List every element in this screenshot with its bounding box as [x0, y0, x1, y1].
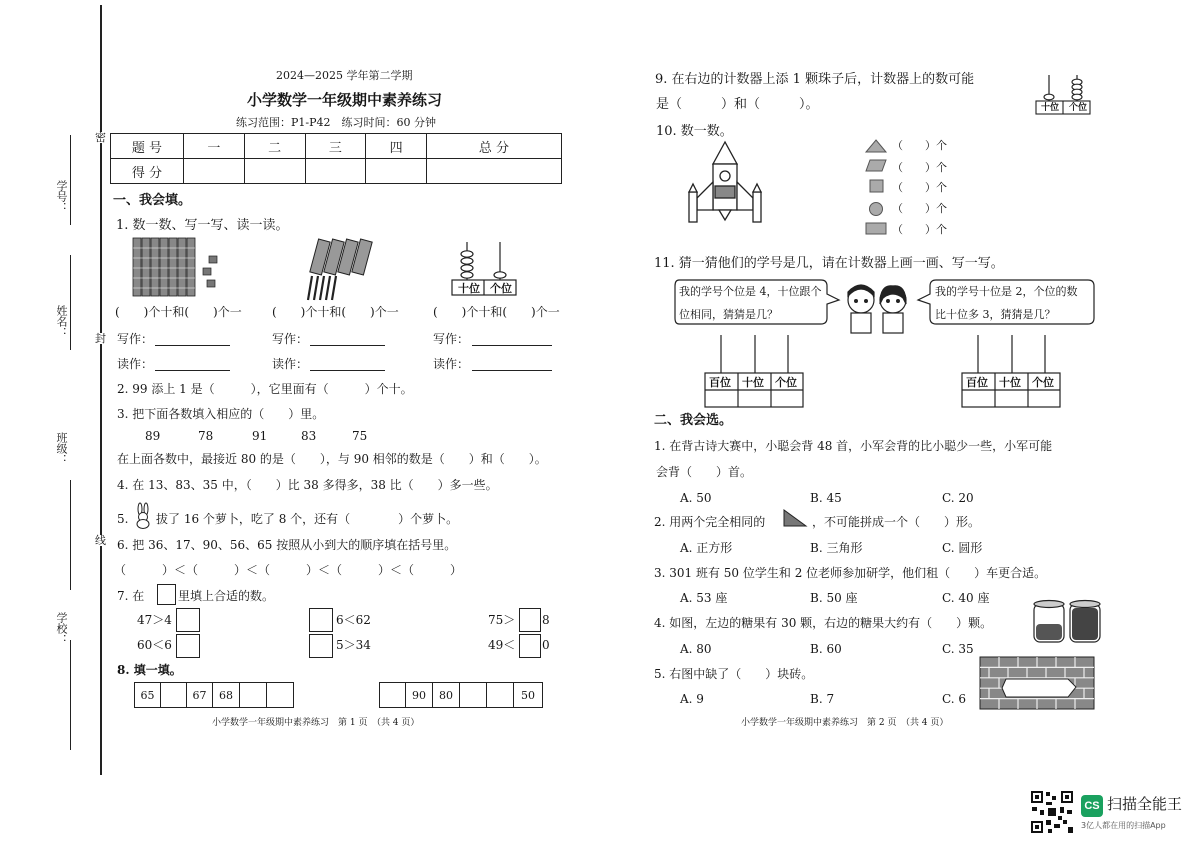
q7-answer-box[interactable]: [176, 608, 200, 632]
score-cell[interactable]: [184, 159, 245, 184]
class-label: 班级：: [55, 432, 68, 465]
read-line[interactable]: [472, 370, 552, 371]
s2-q2-post: ，不可能拼成一个（ ）形。: [812, 515, 981, 529]
q7-item: 60＜6: [137, 638, 172, 652]
q1-stem: 1. 数一数、写一写、读一读。: [116, 218, 289, 233]
q9-counter-label: 个位: [1069, 103, 1088, 113]
score-cell[interactable]: [244, 159, 305, 184]
q10-count-triangle[interactable]: （ ）个: [892, 139, 947, 152]
page2-footer: 小学数学一年级期中素养练习 第 2 页 （共 4 页）: [741, 718, 949, 728]
q3-number: 91: [252, 429, 268, 443]
q7-item: 75＞: [488, 613, 516, 627]
s2-q1-line2: 会背（ ）首。: [656, 465, 753, 479]
s2-q5-option[interactable]: B. 7: [810, 692, 835, 706]
section1-title: 一、我会填。: [113, 193, 192, 208]
score-cell[interactable]: [427, 159, 562, 184]
s2-q3-option[interactable]: A. 53 座: [680, 591, 728, 605]
bubble-right-line2: 比十位多 3，猜猜是几？: [935, 308, 1056, 321]
read-label: 读作：: [272, 357, 309, 371]
q11-right-label: 个位: [1032, 376, 1054, 389]
q7-stem-post: 里填上合适的数。: [178, 589, 275, 603]
q1-fill-b[interactable]: ( )个十和( )个一: [272, 305, 399, 319]
q7-item: 0: [542, 638, 550, 652]
s2-q4-text: 4. 如图，左边的糖果有 30 颗，右边的糖果大约有（ ）颗。: [654, 616, 993, 630]
s2-q2-pre: 2. 用两个完全相同的: [654, 515, 766, 529]
q7-item: 6＜62: [336, 613, 371, 627]
q8-cell[interactable]: 90: [405, 682, 433, 708]
s2-q1-option[interactable]: C. 20: [942, 491, 974, 505]
q11-counter-left: [705, 333, 805, 409]
camscanner-tagline: 3亿人都在用的扫描App: [1081, 821, 1166, 830]
s2-q5-option[interactable]: A. 9: [680, 692, 704, 706]
q5-number: 5.: [117, 512, 129, 526]
bubble-right-line1: 我的学号十位是 2，个位的数: [935, 285, 1078, 298]
s2-q4-option[interactable]: A. 80: [680, 642, 712, 656]
q1-fill-c[interactable]: ( )个十和( )个一: [433, 305, 560, 319]
q3-number: 83: [301, 429, 317, 443]
q8-cell[interactable]: 80: [432, 682, 460, 708]
q3-number: 78: [198, 429, 214, 443]
q1-fill-a[interactable]: ( )个十和( )个一: [115, 305, 242, 319]
q3-number: 89: [145, 429, 161, 443]
q11-counter-right: [962, 333, 1062, 409]
score-header: 总 分: [427, 134, 562, 159]
q4-text: 4. 在 13、83、35 中，（ ）比 38 多得多，38 比（ ）多一些。: [117, 478, 498, 492]
counter-label-ones: 个位: [490, 282, 512, 295]
camscanner-name: 扫描全能王: [1107, 795, 1183, 813]
read-line[interactable]: [155, 370, 230, 371]
rabbit-icon: [133, 503, 153, 529]
q8-cell[interactable]: [239, 682, 267, 708]
seal-char: 封: [95, 332, 106, 345]
q7-answer-box[interactable]: [176, 634, 200, 658]
candy-jars-illustration: [1032, 598, 1104, 644]
student-id-label: 学号：: [55, 180, 68, 213]
q7-answer-box[interactable]: [309, 608, 333, 632]
margin-line: [70, 135, 71, 225]
q7-answer-box[interactable]: [519, 634, 541, 658]
write-label: 写作：: [433, 332, 470, 346]
s2-q1-option[interactable]: A. 50: [680, 491, 712, 505]
write-line[interactable]: [155, 345, 230, 346]
children-illustration: [843, 282, 913, 336]
write-line[interactable]: [472, 345, 552, 346]
margin-line: [70, 255, 71, 350]
triangle-icon: [782, 508, 808, 528]
q7-sample-box: [157, 584, 176, 605]
read-line[interactable]: [310, 370, 385, 371]
read-label: 读作：: [433, 357, 470, 371]
s2-q3-option[interactable]: C. 40 座: [942, 591, 990, 605]
s2-q4-option[interactable]: B. 60: [810, 642, 842, 656]
s2-q1-line1: 1. 在背古诗大赛中，小聪会背 48 首，小军会背的比小聪少一些，小军可能: [654, 439, 1053, 453]
s2-q2-option[interactable]: C. 圆形: [942, 541, 983, 555]
q9-line1: 9. 在右边的计数器上添 1 颗珠子后，计数器上的数可能: [655, 72, 975, 87]
q8-cell[interactable]: 67: [186, 682, 213, 708]
q8-cell[interactable]: [486, 682, 514, 708]
s2-q5-option[interactable]: C. 6: [942, 692, 967, 706]
score-header: 一: [184, 134, 245, 159]
bubble-left-line2: 位相同，猜猜是几？: [679, 308, 778, 321]
score-header: 三: [305, 134, 366, 159]
scope-line: 练习范围：P1-P42 练习时间：60 分钟: [236, 116, 437, 129]
camscanner-badge: CS: [1084, 800, 1100, 812]
score-header: 二: [244, 134, 305, 159]
q11-stem: 11. 猜一猜他们的学号是几，请在计数器上画一画、写一写。: [654, 256, 1004, 271]
q8-title: 8. 填一填。: [117, 663, 182, 677]
page1-footer: 小学数学一年级期中素养练习 第 1 页 （共 4 页）: [212, 718, 420, 728]
q7-item: 8: [542, 613, 550, 627]
q11-left-label: 个位: [775, 376, 797, 389]
q7-answer-box[interactable]: [309, 634, 333, 658]
stick-bundles-illustration: [300, 238, 380, 300]
q8-cell[interactable]: [379, 682, 406, 708]
s2-q3-text: 3. 301 班有 50 位学生和 2 位老师参加研学，他们租（ ）车更合适。: [654, 566, 1047, 580]
q10-count-parallelogram[interactable]: （ ）个: [892, 161, 947, 174]
term-line: 2024—2025 学年第二学期: [276, 69, 413, 82]
score-header: 四: [366, 134, 427, 159]
q8-cell[interactable]: [459, 682, 487, 708]
q7-stem-pre: 7. 在: [117, 589, 145, 603]
write-line[interactable]: [310, 345, 385, 346]
q9-line2: 是（ ）和（ ）。: [656, 97, 819, 112]
qr-code-icon: [1030, 790, 1074, 834]
score-header: 题 号: [111, 134, 184, 159]
q8-cell[interactable]: 68: [212, 682, 240, 708]
q10-count-circle[interactable]: （ ）个: [892, 202, 947, 215]
counter-label-tens: 十位: [458, 282, 480, 295]
q6-chain[interactable]: （ ）＜（ ）＜（ ）＜（ ）＜（ ）: [114, 563, 463, 577]
q3-followup: 在上面各数中，最接近 80 的是（ ），与 90 相邻的数是（ ）和（ ）。: [117, 452, 547, 466]
seal-char: 密: [95, 131, 106, 144]
name-label: 姓名：: [55, 305, 68, 338]
q10-stem: 10. 数一数。: [656, 124, 733, 139]
score-cell[interactable]: [305, 159, 366, 184]
q10-count-rectangle[interactable]: （ ）个: [892, 223, 947, 236]
q11-right-label: 十位: [999, 376, 1021, 389]
rocket-illustration: [685, 140, 765, 226]
section2-title: 二、我会选。: [654, 413, 733, 428]
q8-cell[interactable]: [160, 682, 187, 708]
q2-text: 2. 99 添上 1 是（ ），它里面有（ ）个十。: [117, 382, 413, 396]
write-label: 写作：: [117, 332, 154, 346]
margin-line: [70, 480, 71, 590]
q11-right-label: 百位: [966, 376, 988, 389]
q11-left-label: 百位: [709, 376, 731, 389]
q5-text: 拔了 16 个萝卜，吃了 8 个，还有（ ）个萝卜。: [156, 512, 459, 526]
q7-answer-box[interactable]: [519, 608, 541, 632]
q11-left-label: 十位: [742, 376, 764, 389]
brick-wall-illustration: [980, 657, 1096, 710]
margin-line: [70, 640, 71, 750]
q3-number: 75: [352, 429, 368, 443]
s2-q2-option[interactable]: B. 三角形: [810, 541, 863, 555]
write-label: 写作：: [272, 332, 309, 346]
seal-char: 线: [95, 534, 106, 547]
read-label: 读作：: [117, 357, 154, 371]
s2-q3-option[interactable]: B. 50 座: [810, 591, 858, 605]
q7-item: 5＞34: [336, 638, 371, 652]
q9-counter-label: 十位: [1041, 103, 1060, 113]
s2-q5-text: 5. 右图中缺了（ ）块砖。: [654, 667, 814, 681]
s2-q4-option[interactable]: C. 35: [942, 642, 974, 656]
tens-blocks-illustration: [133, 238, 223, 300]
q6-stem: 6. 把 36、17、90、56、65 按照从小到大的顺序填在括号里。: [117, 538, 457, 552]
q8-cell[interactable]: [266, 682, 294, 708]
shapes-column: [864, 138, 890, 238]
q7-item: 49＜: [488, 638, 516, 652]
q8-cell[interactable]: 65: [134, 682, 161, 708]
page-title: 小学数学一年级期中素养练习: [247, 91, 443, 109]
q3-stem: 3. 把下面各数填入相应的（ ）里。: [117, 407, 325, 421]
s2-q2-option[interactable]: A. 正方形: [680, 541, 733, 555]
camscanner-logo-icon: [1081, 795, 1103, 817]
s2-q1-option[interactable]: B. 45: [810, 491, 842, 505]
school-label: 学校：: [55, 612, 68, 645]
score-table: [110, 133, 562, 184]
q7-item: 47＞4: [137, 613, 172, 627]
bubble-left-line1: 我的学号个位是 4，十位跟个: [679, 285, 822, 298]
score-cell[interactable]: [366, 159, 427, 184]
score-row-label: 得 分: [111, 159, 184, 184]
q8-cell[interactable]: 50: [513, 682, 543, 708]
binding-line: [100, 5, 102, 775]
q10-count-square[interactable]: （ ）个: [892, 181, 947, 194]
